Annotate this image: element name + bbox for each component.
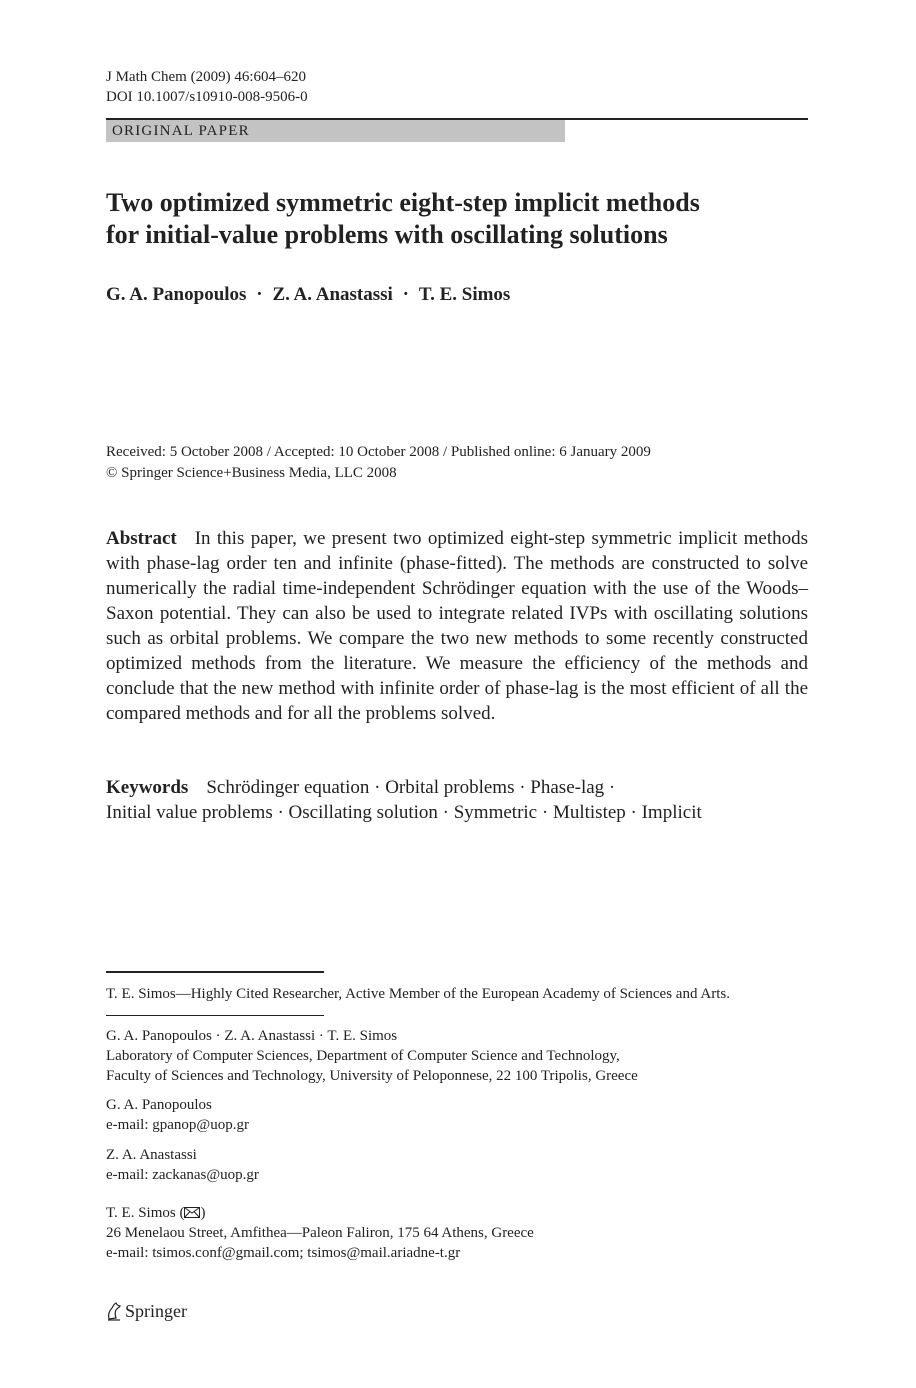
title-line-2: for initial-value problems with oscillating solutions bbox=[106, 220, 668, 249]
affiliation-faculty: Faculty of Sciences and Technology, University of Peloponnese, 22 100 Tripolis, Greece bbox=[106, 1068, 638, 1084]
publisher-logo bbox=[106, 1299, 187, 1323]
keywords-line-1: Schrödinger equation · Orbital problems · Phase-lag · bbox=[206, 777, 616, 798]
affiliation-block bbox=[106, 1026, 638, 1086]
affiliation-lab: Laboratory of Computer Sciences, Department of Computer Science and Technology, bbox=[106, 1048, 620, 1064]
footnote: T. E. Simos—Highly Cited Researcher, Active Member of the European Academy of Sciences and Arts. bbox=[106, 986, 730, 1002]
affiliation-rule bbox=[106, 1015, 324, 1016]
contact-simos: T. E. Simos ( ) 26 Menelaou Street, Amfithea—Paleon Faliron, 175 64 Athens, Greece e-mail: tsimos.conf@gmail.com; tsimos@mail.ariadne-t.gr bbox=[106, 1205, 534, 1261]
contact-name: G. A. Panopoulos bbox=[106, 1097, 212, 1113]
contact-name: Z. A. Anastassi bbox=[106, 1147, 197, 1163]
keywords-line-2: Initial value problems · Oscillating solution · Symmetric · Multistep · Implicit bbox=[106, 802, 702, 823]
keywords bbox=[106, 775, 808, 825]
title-line-1: Two optimized symmetric eight-step implicit methods bbox=[106, 188, 700, 217]
keywords-label: Keywords bbox=[106, 777, 189, 798]
author-name: T. E. Simos bbox=[418, 284, 511, 305]
contact-email: e-mail: gpanop@uop.gr bbox=[106, 1117, 249, 1133]
contact-email: e-mail: tsimos.conf@gmail.com; tsimos@mail.ariadne-t.gr bbox=[106, 1245, 461, 1261]
paper-title bbox=[106, 187, 826, 251]
journal-header bbox=[106, 67, 308, 107]
affiliation-authors: G. A. Panopoulos · Z. A. Anastassi · T. E. Simos bbox=[106, 1028, 398, 1044]
publication-dates bbox=[106, 442, 651, 484]
author-name: G. A. Panopoulos bbox=[106, 284, 247, 305]
contact-email: e-mail: zackanas@uop.gr bbox=[106, 1167, 259, 1183]
paper-type-label: ORIGINAL PAPER bbox=[112, 123, 250, 139]
author-separator: · bbox=[256, 284, 263, 305]
publisher-name: Springer bbox=[125, 1301, 187, 1321]
copyright-line: © Springer Science+Business Media, LLC 2008 bbox=[106, 465, 397, 481]
journal-citation: J Math Chem (2009) 46:604–620 bbox=[106, 69, 306, 85]
author-name: Z. A. Anastassi bbox=[272, 284, 393, 305]
author-list bbox=[106, 283, 510, 307]
envelope-icon bbox=[184, 1204, 200, 1215]
author-separator: · bbox=[402, 284, 409, 305]
contact-address: 26 Menelaou Street, Amfithea—Paleon Faliron, 175 64 Athens, Greece bbox=[106, 1225, 534, 1241]
abstract bbox=[106, 526, 808, 726]
contact-name: T. E. Simos ( bbox=[106, 1205, 185, 1221]
contact-anastassi bbox=[106, 1145, 259, 1185]
doi: DOI 10.1007/s10910-008-9506-0 bbox=[106, 89, 308, 105]
springer-horse-icon bbox=[106, 1301, 122, 1321]
abstract-label: Abstract bbox=[106, 528, 177, 549]
abstract-text: In this paper, we present two optimized eight-step symmetric implicit methods with phase-lag order ten and infinite (phase-fitted). The methods are constructed to solve numerically the radial time-independent Schrödinger equation with the use of the Woods–Saxon potential. They can also be used to integrate related IVPs with oscillating solutions such as orbital problems. We compare the two new methods to some recently constructed optimized methods from the literature. We measure the efficiency of the methods and conclude that the new method with infinite order of phase-lag is the most efficient of all the compared methods and for all the problems solved. bbox=[106, 528, 808, 724]
received-accepted-line: Received: 5 October 2008 / Accepted: 10 October 2008 / Published online: 6 January 2009 bbox=[106, 444, 651, 460]
contact-panopoulos bbox=[106, 1095, 249, 1135]
footnote-rule bbox=[106, 971, 324, 973]
